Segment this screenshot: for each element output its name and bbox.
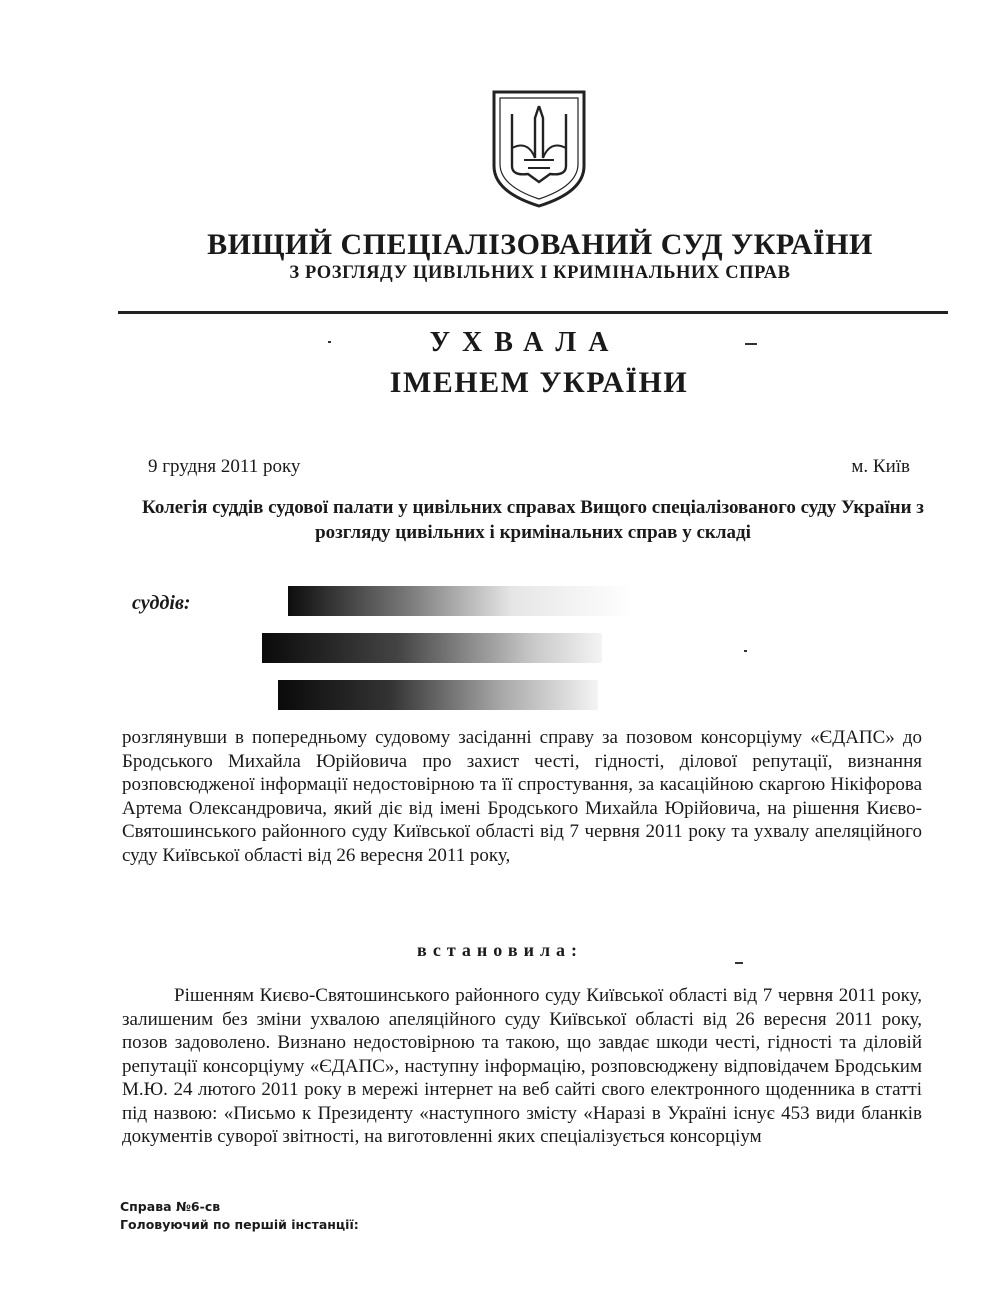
intro-paragraph — [122, 726, 922, 867]
scan-speck — [745, 343, 757, 345]
scan-speck — [328, 341, 331, 343]
scan-speck — [735, 962, 743, 964]
panel-composition: Колегія суддів судової палати у цивільних справах Вищого спеціалізованого суду України з розгляду цивільних і кримінальних справ у складі — [142, 497, 924, 543]
established-heading: встановила: — [416, 940, 584, 960]
document-city: м. Київ — [851, 456, 910, 477]
court-subtitle: З РОЗГЛЯДУ ЦИВІЛЬНИХ І КРИМІНАЛЬНИХ СПРАВ — [289, 263, 791, 283]
judges-label: суддів: — [132, 592, 191, 614]
scan-speck — [744, 650, 747, 652]
court-name: ВИЩИЙ СПЕЦІАЛІЗОВАНИЙ СУД УКРАЇНИ — [207, 228, 873, 261]
document-date: 9 грудня 2011 року — [148, 456, 301, 477]
ukraine-trident-emblem-icon — [488, 88, 590, 210]
case-number: Справа №6-св — [120, 1199, 221, 1214]
body-text: Рішенням Києво-Святошинського районного суду Київської області від 7 червня 2011 року, залишеним без зміни ухвалою апеляційного суду Київської області від 26 вересня 2011 року, позов задоволено. Визнано недостовірною та такою, що завдає шкоди честі, гідності та діловій репутації консорціуму «ЄДАПС», наступну інформацію, розповсюджену відповідачем Бродським М.Ю. 24 лютого 2011 року в мережі інтернет на веб сайті свого електронного щоденника в статті під назвою: «Письмо к Президенту «наступного змісту «Наразі в Україні існує 453 види бланків документів суворої звітності, на виготовленні яких спеціалізується консорціум — [122, 985, 922, 1147]
page-footer — [120, 1198, 359, 1234]
document-name: ІМЕНЕМ УКРАЇНИ — [389, 366, 689, 399]
redacted-judge-name — [288, 586, 633, 616]
header-divider — [118, 311, 948, 314]
document-type: УХВАЛА — [429, 327, 621, 358]
redacted-judge-name — [278, 680, 598, 710]
body-paragraph — [122, 984, 922, 1149]
presiding-judge-label: Головуючий по першій інстанції: — [120, 1217, 359, 1232]
redacted-judge-name — [262, 633, 602, 663]
intro-text: розглянувши в попередньому судовому засіданні справу за позовом консорціуму «ЄДАПС» до Бродського Михайла Юрійовича про захист честі, гідності, ділової репутації, визнання розповсюдженої інформації недостовірною та її спростування, за касаційною скаргою Нікіфорова Артема Олександровича, який діє від імені Бродського Михайла Юрійовича, на рішення Києво-Святошинського районного суду Київської області від 7 червня 2011 року та ухвалу апеляційного суду Київської області від 26 вересня 2011 року, — [122, 727, 922, 866]
